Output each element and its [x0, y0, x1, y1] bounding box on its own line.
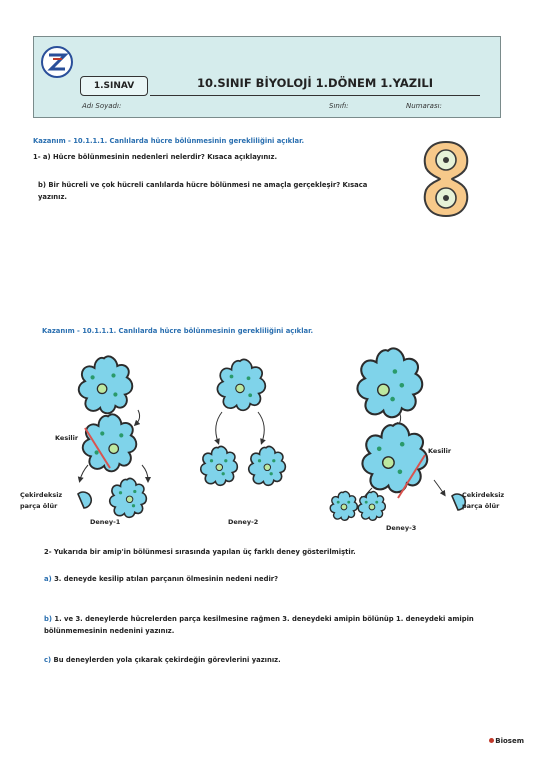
dividing-cell-illustration: [418, 138, 474, 220]
deney3-amoeba-top: [357, 348, 422, 417]
question-2-intro: 2- Yukarıda bir amip'in bölünmesi sırasında yapılan üç farklı deney gösterilmiştir.: [44, 548, 356, 556]
learning-outcome-2: Kazanım - 10.1.1.1. Canlılarda hücre bölünmesinin gerekliliğini açıklar.: [42, 327, 314, 335]
label-deney1: Deney-1: [90, 518, 121, 526]
label-cekirdeksiz-right-2: parça ölür: [462, 502, 500, 510]
question-2a-letter: a): [44, 575, 52, 583]
question-1b-line2: yazınız.: [38, 193, 68, 201]
question-2c: [44, 656, 281, 664]
question-2c-letter: c): [44, 656, 52, 664]
deney1-amoeba-cut: [83, 414, 137, 471]
deney2-amoeba-top: [217, 359, 265, 410]
question-1b-line1: b) Bir hücreli ve çok hücreli canlılarda hücre bölünmesi ne amaçla gerçekleşir? Kısaca: [38, 181, 368, 189]
question-2b-line2: bölünmemesinin nedenini yazınız.: [44, 627, 175, 635]
school-logo: [40, 45, 74, 79]
question-2b-letter: b): [44, 615, 52, 623]
question-1a: 1- a) Hücre bölünmesinin nedenleri nelerdir? Kısaca açıklayınız.: [33, 153, 278, 161]
amoeba-experiments-diagram: [0, 340, 536, 540]
label-deney2: Deney-2: [228, 518, 259, 526]
class-field-label: Sınıfı:: [329, 102, 349, 110]
label-kesilir-left: Kesilir: [55, 434, 79, 442]
question-2c-text: Bu deneylerden yola çıkarak çekirdeğin görevlerini yazınız.: [53, 656, 281, 664]
question-2b-line1: [44, 615, 474, 623]
question-2b-text: 1. ve 3. deneylerde hücrelerden parça kesilmesine rağmen 3. deneydeki amipin bölünüp 1. deneydeki amipin: [54, 615, 474, 623]
number-field-label: Numarası:: [406, 102, 442, 110]
deney1-amoeba-remaining: [110, 478, 147, 517]
learning-outcome-1: Kazanım - 10.1.1.1. Canlılarda hücre bölünmesinin gerekliliğini açıklar.: [33, 137, 305, 145]
brand-footer: [489, 737, 524, 745]
name-field-label: Adı Soyadı:: [82, 102, 122, 110]
deney3-amoeba-small-right: [358, 492, 385, 521]
exam-number-badge: 1.SINAV: [80, 76, 148, 96]
deney3-amoeba-cut: [362, 423, 427, 492]
label-cekirdeksiz-left-2: parça ölür: [20, 502, 58, 510]
brand-name: Biosem: [495, 737, 524, 745]
label-cekirdeksiz-right-1: Çekirdeksiz: [462, 491, 505, 499]
label-deney3: Deney-3: [386, 524, 417, 532]
exam-title: 10.SINIF BİYOLOJİ 1.DÖNEM 1.YAZILI: [150, 75, 480, 96]
label-kesilir-right: Kesilir: [428, 447, 452, 455]
label-cekirdeksiz-left-1: Çekirdeksiz: [20, 491, 63, 499]
brand-logo-icon: [489, 738, 494, 743]
deney1-amoeba-top: [79, 356, 133, 413]
question-2a-text: 3. deneyde kesilip atılan parçanın ölmesinin nedeni nedir?: [54, 575, 279, 583]
question-2a: [44, 575, 278, 583]
deney2-amoeba-right: [249, 446, 286, 485]
deney2-amoeba-left: [201, 446, 238, 485]
deney3-amoeba-small-left: [330, 492, 357, 521]
